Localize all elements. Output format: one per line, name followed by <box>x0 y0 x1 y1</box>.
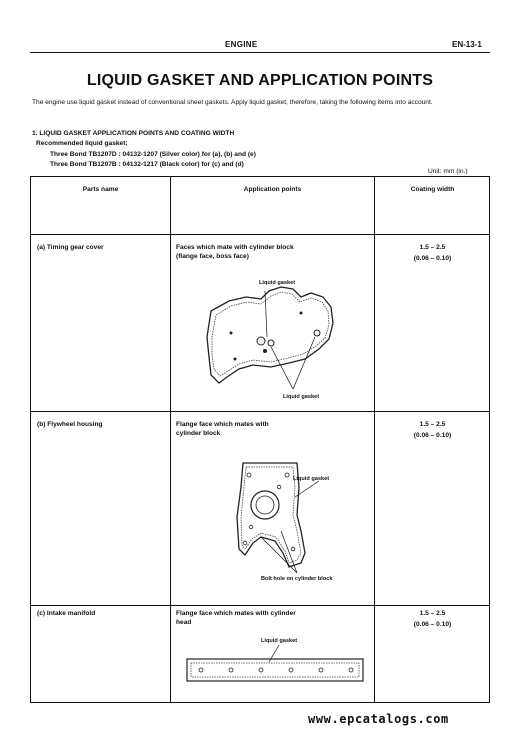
row-b-point-2: cylinder block <box>176 430 221 437</box>
row-c-part: (c) Intake manifold <box>37 610 96 617</box>
product-line-1: Three Bond TB1207D : 04132-1207 (Silver color) for (a), (b) and (e) <box>50 151 256 158</box>
row-a-point-2: (flange face, boss face) <box>176 253 249 260</box>
row-a-width-in: (0.06 – 0.10) <box>413 255 452 262</box>
row-b-point-1: Flange face which mates with <box>176 421 269 428</box>
recommended-label: Recommended liquid gasket; <box>36 140 128 147</box>
flywheel-housing-diagram <box>231 457 351 582</box>
row-b-label-bottom: Bolt hole on cylinder block <box>261 576 333 582</box>
table-row-rule-1 <box>31 411 489 412</box>
application-table <box>30 176 490 703</box>
page-title: LIQUID GASKET AND APPLICATION POINTS <box>86 72 434 89</box>
timing-gear-cover-diagram <box>201 273 341 408</box>
row-c-width-mm: 1.5 – 2.5 <box>419 610 446 617</box>
header-rule <box>30 52 490 53</box>
section-heading: 1. LIQUID GASKET APPLICATION POINTS AND COATING WIDTH <box>32 130 235 137</box>
row-a-width-mm: 1.5 – 2.5 <box>419 244 446 251</box>
row-c-width-in: (0.06 – 0.10) <box>413 621 452 628</box>
col-header-points: Application points <box>243 186 302 193</box>
row-a-part: (a) Timing gear cover <box>37 244 104 251</box>
row-b-part: (b) Flywheel housing <box>37 421 103 428</box>
row-a-point-1: Faces which mate with cylinder block <box>176 244 294 251</box>
product-line-2: Three Bond TB1207B : 04132-1217 (Black color) for (c) and (d) <box>50 161 244 168</box>
row-c-point-1: Flange face which mates with cylinder <box>176 610 296 617</box>
col-header-parts: Parts name <box>82 186 119 193</box>
watermark: www.epcatalogs.com <box>308 712 449 726</box>
table-row-rule-2 <box>31 605 489 606</box>
table-header-rule <box>31 234 489 235</box>
table-divider-1 <box>170 177 171 702</box>
header-page-number: EN-13-1 <box>452 40 482 49</box>
row-c-point-2: head <box>176 619 192 626</box>
row-b-label-top: Liquid gasket <box>293 476 330 482</box>
unit-label: Unit: mm (in.) <box>428 168 468 175</box>
intake-manifold-diagram <box>181 643 371 693</box>
header-section: ENGINE <box>225 40 258 49</box>
row-b-width-mm: 1.5 – 2.5 <box>419 421 446 428</box>
intro-paragraph: The engine use liquid gasket instead of conventional sheet gaskets. Apply liquid gasket, therefore, taking the following items into account. <box>32 99 433 106</box>
row-b-width-in: (0.06 – 0.10) <box>413 432 452 439</box>
row-a-label-top: Liquid gasket <box>259 280 296 286</box>
row-a-label-bottom: Liquid gasket <box>283 394 320 400</box>
col-header-width: Coating width <box>410 186 455 193</box>
row-c-label: Liquid gasket <box>261 638 298 644</box>
